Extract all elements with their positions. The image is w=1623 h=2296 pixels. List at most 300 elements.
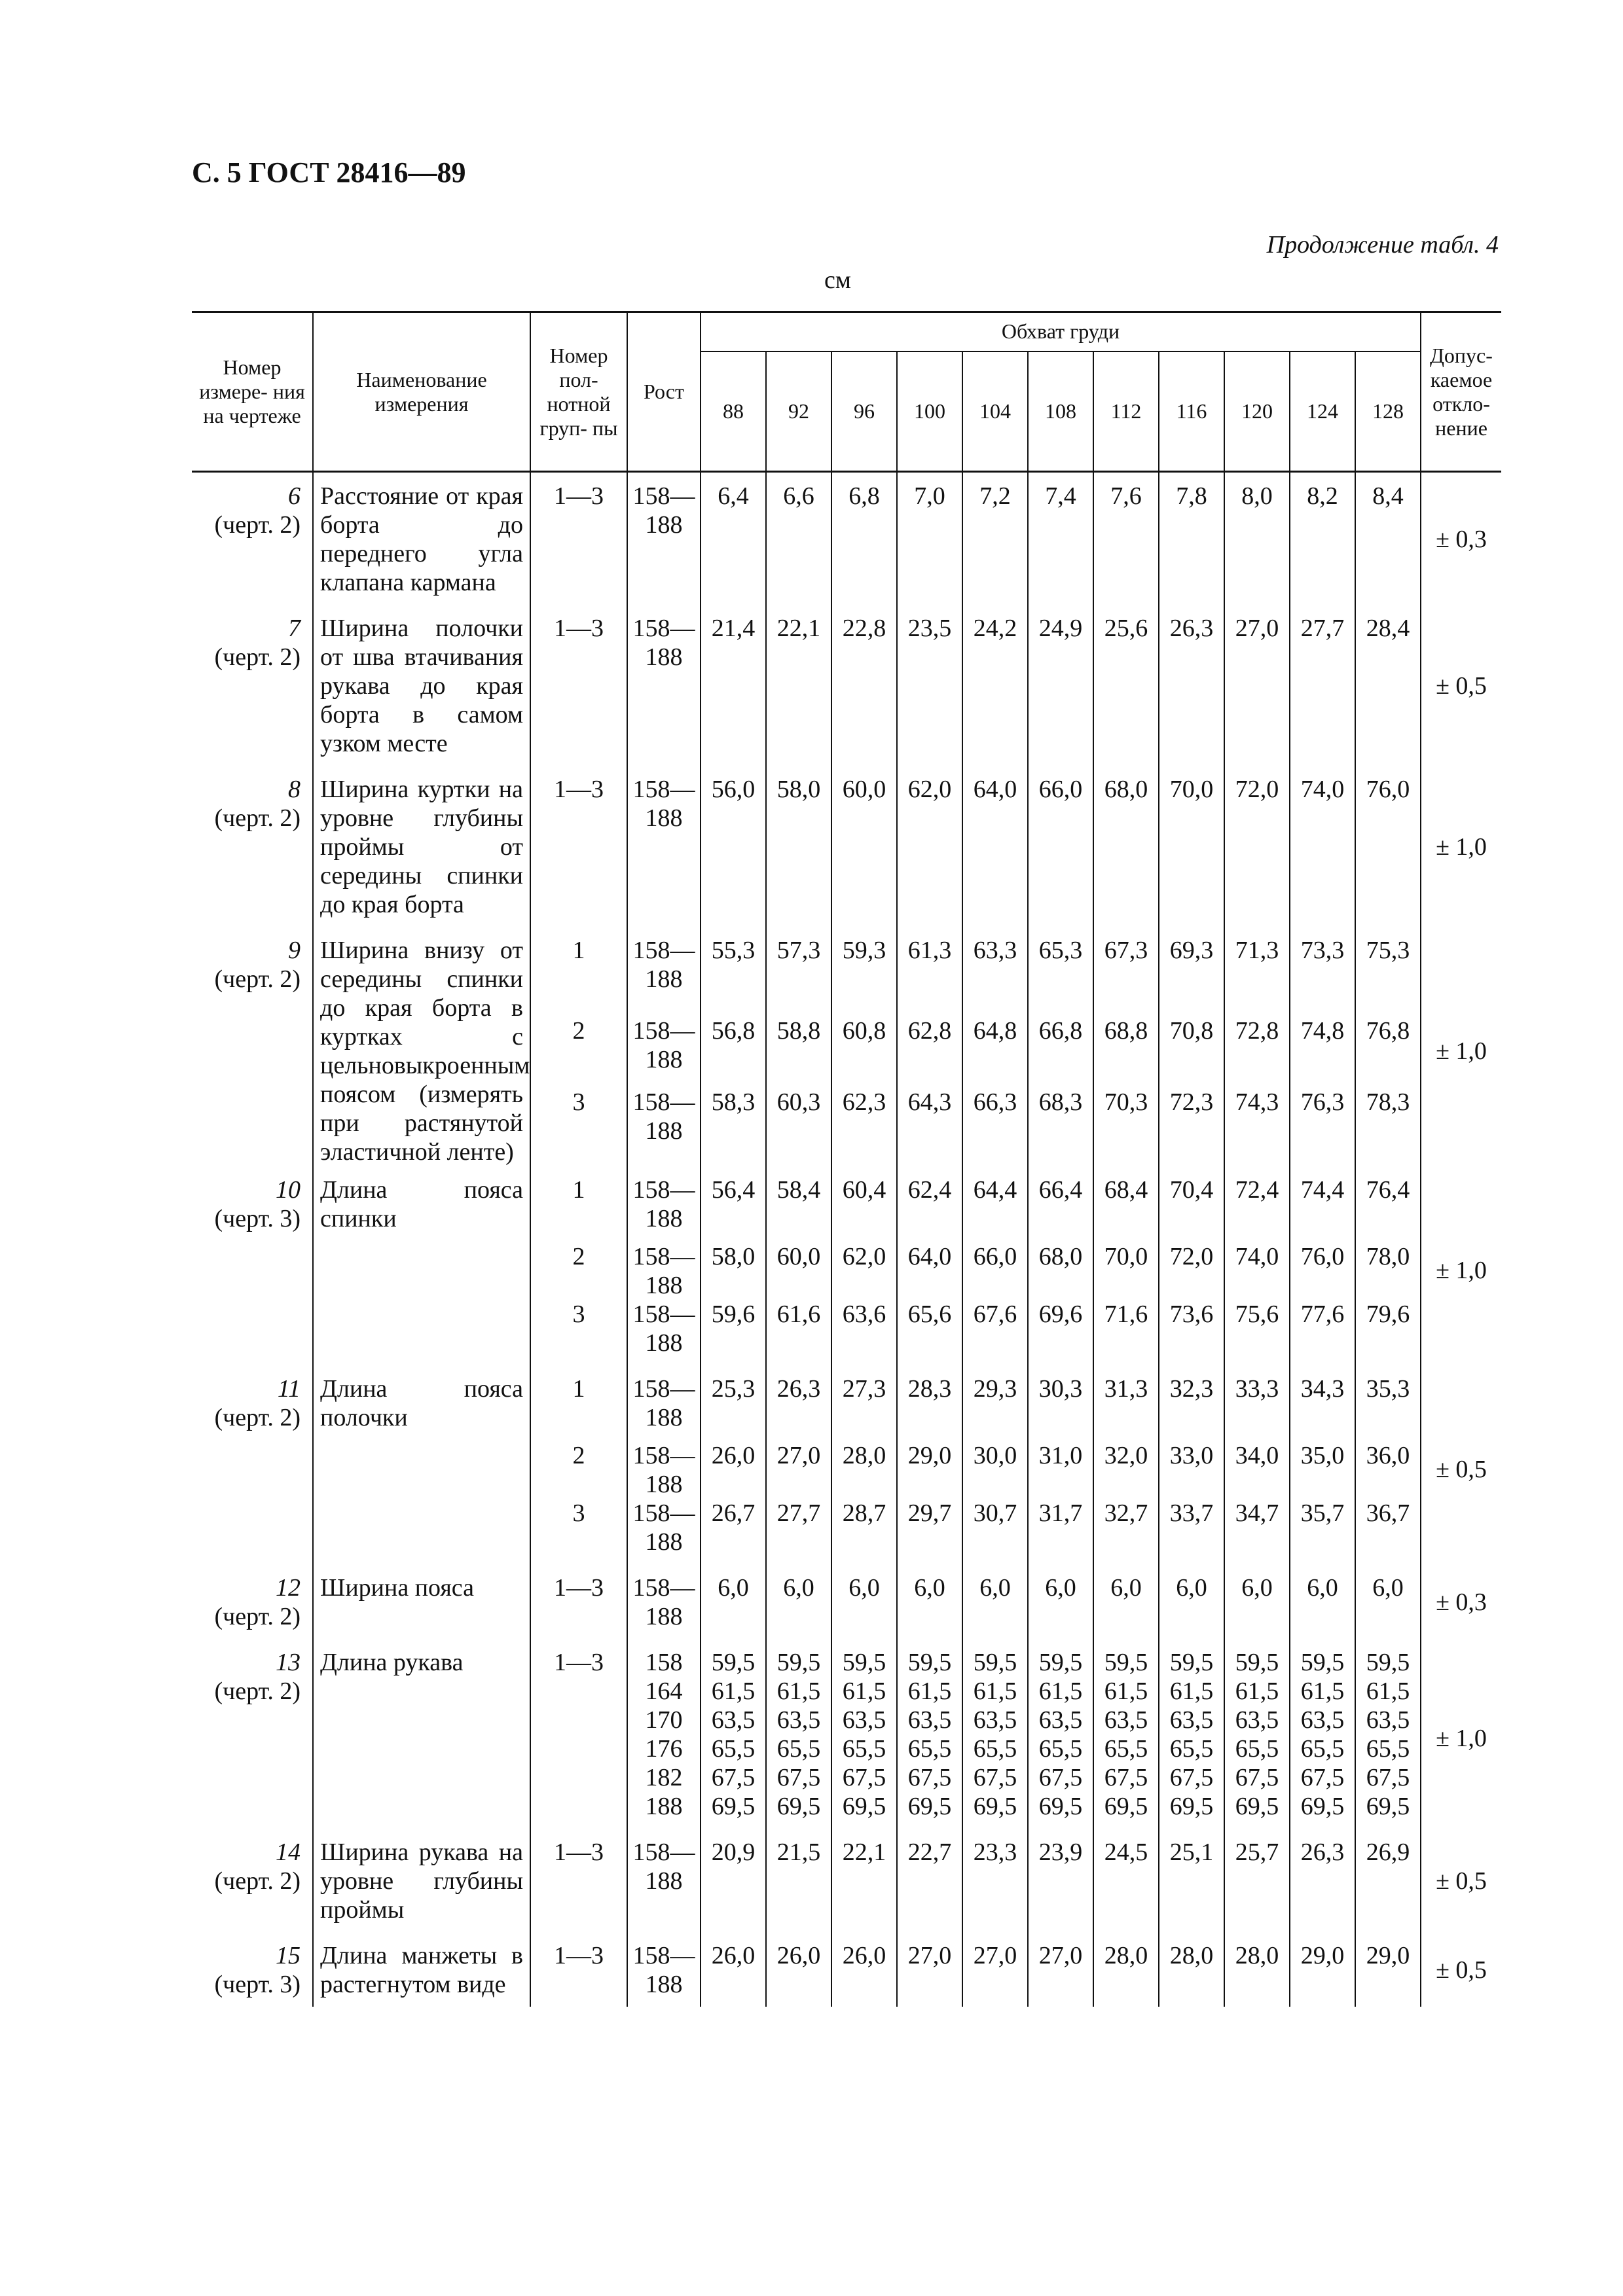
measurement-value: 6,0 xyxy=(1224,1564,1290,1639)
measurement-value: 61,5 xyxy=(831,1677,897,1706)
fullness-group: 1—3 xyxy=(530,472,627,605)
fullness-group: 1 xyxy=(530,1166,627,1233)
header-bust-size: 88 xyxy=(701,351,766,472)
fullness-group: 3 xyxy=(530,1499,627,1564)
tolerance: ± 0,5 xyxy=(1421,1829,1501,1932)
measurement-value: 75,3 xyxy=(1355,927,1421,1007)
measurement-value: 65,5 xyxy=(1355,1734,1421,1763)
fullness-group: 2 xyxy=(530,1233,627,1300)
fullness-group: 1—3 xyxy=(530,766,627,927)
measurement-value: 76,3 xyxy=(1290,1088,1355,1166)
measurement-value: 25,7 xyxy=(1224,1829,1290,1932)
fullness-group xyxy=(530,1763,627,1792)
table-row xyxy=(192,1829,1501,1932)
fullness-group xyxy=(530,1792,627,1829)
measurement-value: 35,7 xyxy=(1290,1499,1355,1564)
measurement-value: 63,5 xyxy=(1028,1706,1093,1734)
measurement-value: 63,5 xyxy=(1224,1706,1290,1734)
measurement-value: 59,5 xyxy=(831,1639,897,1677)
measurement-value: 67,5 xyxy=(701,1763,766,1792)
measurement-value: 64,0 xyxy=(962,766,1028,927)
measurement-value: 34,7 xyxy=(1224,1499,1290,1564)
tolerance: ± 0,3 xyxy=(1421,1564,1501,1639)
measurement-value: 26,3 xyxy=(1159,605,1224,766)
measurement-value: 71,6 xyxy=(1093,1300,1159,1365)
fullness-group xyxy=(530,1677,627,1706)
tolerance: ± 0,5 xyxy=(1421,605,1501,766)
measurement-value: 69,5 xyxy=(1028,1792,1093,1829)
measurements-table xyxy=(192,311,1501,2007)
measurement-value: 59,5 xyxy=(701,1639,766,1677)
tolerance: ± 0,5 xyxy=(1421,1365,1501,1564)
measurement-value: 69,3 xyxy=(1159,927,1224,1007)
fullness-group: 1—3 xyxy=(530,1564,627,1639)
measurement-value: 56,4 xyxy=(701,1166,766,1233)
measurement-value: 69,5 xyxy=(1224,1792,1290,1829)
measurement-number: 9 xyxy=(288,937,301,964)
measurement-value: 20,9 xyxy=(701,1829,766,1932)
measurement-value: 62,0 xyxy=(831,1233,897,1300)
measurement-value: 62,4 xyxy=(897,1166,962,1233)
measurement-value: 69,5 xyxy=(962,1792,1028,1829)
fullness-group: 3 xyxy=(530,1088,627,1166)
height-range: 158— 188 xyxy=(627,766,701,927)
measurement-number: 13 xyxy=(276,1649,301,1676)
table-row xyxy=(192,1932,1501,2007)
measurement-value: 66,8 xyxy=(1028,1007,1093,1088)
measurement-value: 22,8 xyxy=(831,605,897,766)
measurement-value: 65,5 xyxy=(962,1734,1028,1763)
measurement-value: 60,8 xyxy=(831,1007,897,1088)
measurement-value: 65,5 xyxy=(1159,1734,1224,1763)
measurement-value: 68,8 xyxy=(1093,1007,1159,1088)
measurement-value: 74,0 xyxy=(1224,1233,1290,1300)
measurement-value: 67,5 xyxy=(1093,1763,1159,1792)
measurement-number: 14 xyxy=(276,1839,301,1866)
measurement-value: 78,3 xyxy=(1355,1088,1421,1166)
measurement-value: 6,0 xyxy=(1159,1564,1224,1639)
height-range: 176 xyxy=(627,1734,701,1763)
measurement-value: 60,0 xyxy=(831,766,897,927)
table-row xyxy=(192,472,1501,605)
measurement-number: 11 xyxy=(277,1375,301,1403)
measurement-value: 69,5 xyxy=(1159,1792,1224,1829)
measurement-value: 72,8 xyxy=(1224,1007,1290,1088)
measurement-value: 61,3 xyxy=(897,927,962,1007)
measurement-value: 27,7 xyxy=(1290,605,1355,766)
table-row xyxy=(192,605,1501,766)
measurement-value: 22,7 xyxy=(897,1829,962,1932)
measurement-value: 67,5 xyxy=(897,1763,962,1792)
table-continuation-label: Продолжение табл. 4 xyxy=(1266,231,1499,259)
drawing-reference: (черт. 2) xyxy=(214,643,301,671)
measurement-value: 72,4 xyxy=(1224,1166,1290,1233)
measurement-value: 24,5 xyxy=(1093,1829,1159,1932)
measurement-value: 36,0 xyxy=(1355,1432,1421,1499)
measurement-value: 60,4 xyxy=(831,1166,897,1233)
header-bust-girth: Обхват груди xyxy=(701,312,1421,351)
unit-label: см xyxy=(824,266,851,294)
measurement-value: 66,0 xyxy=(1028,766,1093,927)
fullness-group xyxy=(530,1734,627,1763)
measurement-value: 24,2 xyxy=(962,605,1028,766)
measurement-value: 7,6 xyxy=(1093,472,1159,605)
measurement-value: 29,0 xyxy=(1290,1932,1355,2007)
header-measurement-number: Номер измере- ния на чертеже xyxy=(192,312,313,472)
measurement-value: 26,3 xyxy=(766,1365,831,1432)
tolerance: ± 0,3 xyxy=(1421,472,1501,605)
height-range: 158— 188 xyxy=(627,1300,701,1365)
measurement-value: 26,0 xyxy=(701,1932,766,2007)
measurement-value: 75,6 xyxy=(1224,1300,1290,1365)
measurement-name: Длина манжеты в растегнутом виде xyxy=(313,1932,530,2007)
measurement-value: 71,3 xyxy=(1224,927,1290,1007)
measurement-number-cell xyxy=(192,472,313,605)
measurement-number-cell xyxy=(192,1639,313,1829)
measurement-value: 69,5 xyxy=(831,1792,897,1829)
measurement-value: 8,4 xyxy=(1355,472,1421,605)
measurement-number-cell xyxy=(192,1564,313,1639)
measurement-value: 28,0 xyxy=(831,1432,897,1499)
measurement-value: 61,5 xyxy=(1290,1677,1355,1706)
fullness-group xyxy=(530,1706,627,1734)
header-fullness-group: Номер пол- нотной груп- пы xyxy=(530,312,627,472)
measurement-value: 27,0 xyxy=(897,1932,962,2007)
measurement-value: 57,3 xyxy=(766,927,831,1007)
measurement-value: 65,5 xyxy=(1224,1734,1290,1763)
measurement-value: 21,5 xyxy=(766,1829,831,1932)
height-range: 158— 188 xyxy=(627,1499,701,1564)
measurement-value: 29,0 xyxy=(1355,1932,1421,2007)
measurement-value: 59,5 xyxy=(1290,1639,1355,1677)
measurement-name: Длина пояса полочки xyxy=(313,1365,530,1564)
height-range: 158— 188 xyxy=(627,1365,701,1432)
measurement-value: 65,5 xyxy=(766,1734,831,1763)
fullness-group: 2 xyxy=(530,1007,627,1088)
measurement-value: 60,0 xyxy=(766,1233,831,1300)
measurement-value: 27,0 xyxy=(1028,1932,1093,2007)
measurement-value: 69,6 xyxy=(1028,1300,1093,1365)
measurement-value: 66,4 xyxy=(1028,1166,1093,1233)
measurement-value: 33,3 xyxy=(1224,1365,1290,1432)
measurement-value: 61,5 xyxy=(897,1677,962,1706)
measurement-number-cell xyxy=(192,1166,313,1365)
measurement-number-cell xyxy=(192,766,313,927)
measurement-value: 23,3 xyxy=(962,1829,1028,1932)
measurement-value: 65,3 xyxy=(1028,927,1093,1007)
table-row xyxy=(192,1564,1501,1639)
height-range: 158— 188 xyxy=(627,605,701,766)
measurement-value: 76,8 xyxy=(1355,1007,1421,1088)
measurement-value: 64,0 xyxy=(897,1233,962,1300)
measurement-value: 67,5 xyxy=(1290,1763,1355,1792)
measurement-value: 26,9 xyxy=(1355,1829,1421,1932)
measurement-value: 61,5 xyxy=(1224,1677,1290,1706)
height-range: 158— 188 xyxy=(627,927,701,1007)
measurement-value: 67,6 xyxy=(962,1300,1028,1365)
measurement-value: 8,0 xyxy=(1224,472,1290,605)
measurement-value: 61,5 xyxy=(1159,1677,1224,1706)
drawing-reference: (черт. 2) xyxy=(214,1404,301,1431)
measurement-value: 63,5 xyxy=(766,1706,831,1734)
measurement-value: 6,6 xyxy=(766,472,831,605)
measurement-value: 63,5 xyxy=(897,1706,962,1734)
height-range: 182 xyxy=(627,1763,701,1792)
measurement-value: 6,0 xyxy=(897,1564,962,1639)
measurement-value: 68,0 xyxy=(1093,766,1159,927)
drawing-reference: (черт. 2) xyxy=(214,511,301,539)
measurement-value: 58,3 xyxy=(701,1088,766,1166)
measurement-value: 26,3 xyxy=(1290,1829,1355,1932)
height-range: 158— 188 xyxy=(627,472,701,605)
measurement-value: 33,0 xyxy=(1159,1432,1224,1499)
measurement-value: 65,5 xyxy=(1290,1734,1355,1763)
drawing-reference: (черт. 3) xyxy=(214,1971,301,1998)
measurement-value: 76,4 xyxy=(1355,1166,1421,1233)
fullness-group: 2 xyxy=(530,1432,627,1499)
header-bust-size: 108 xyxy=(1028,351,1093,472)
measurement-value: 59,5 xyxy=(1355,1639,1421,1677)
fullness-group: 1 xyxy=(530,927,627,1007)
measurement-value: 63,5 xyxy=(701,1706,766,1734)
measurement-value: 63,5 xyxy=(1355,1706,1421,1734)
measurement-value: 69,5 xyxy=(1093,1792,1159,1829)
fullness-group: 1—3 xyxy=(530,1639,627,1677)
measurement-value: 24,9 xyxy=(1028,605,1093,766)
measurement-value: 70,3 xyxy=(1093,1088,1159,1166)
measurement-value: 69,5 xyxy=(766,1792,831,1829)
measurement-value: 68,3 xyxy=(1028,1088,1093,1166)
height-range: 158— 188 xyxy=(627,1088,701,1166)
measurement-value: 7,0 xyxy=(897,472,962,605)
measurement-value: 27,0 xyxy=(766,1432,831,1499)
measurement-value: 33,7 xyxy=(1159,1499,1224,1564)
header-bust-size: 92 xyxy=(766,351,831,472)
measurement-value: 31,7 xyxy=(1028,1499,1093,1564)
measurement-value: 59,5 xyxy=(1159,1639,1224,1677)
measurement-value: 79,6 xyxy=(1355,1300,1421,1365)
measurement-value: 72,3 xyxy=(1159,1088,1224,1166)
measurement-value: 64,3 xyxy=(897,1088,962,1166)
measurement-value: 67,5 xyxy=(1028,1763,1093,1792)
measurement-value: 59,3 xyxy=(831,927,897,1007)
measurement-value: 61,5 xyxy=(1355,1677,1421,1706)
table-row xyxy=(192,1166,1501,1233)
drawing-reference: (черт. 2) xyxy=(214,804,301,832)
drawing-reference: (черт. 3) xyxy=(214,1205,301,1232)
height-range: 158 xyxy=(627,1639,701,1677)
measurement-value: 67,5 xyxy=(1355,1763,1421,1792)
tolerance: ± 1,0 xyxy=(1421,766,1501,927)
measurement-number-cell xyxy=(192,1932,313,2007)
measurement-value: 65,5 xyxy=(1028,1734,1093,1763)
measurement-number: 8 xyxy=(288,776,301,803)
measurement-value: 58,0 xyxy=(766,766,831,927)
measurement-value: 65,5 xyxy=(831,1734,897,1763)
measurement-value: 74,4 xyxy=(1290,1166,1355,1233)
measurement-value: 35,0 xyxy=(1290,1432,1355,1499)
page-header: С. 5 ГОСТ 28416—89 xyxy=(192,156,466,188)
measurement-name: Ширина полочки от шва втачивания рукава до края борта в самом узком месте xyxy=(313,605,530,766)
measurement-value: 8,2 xyxy=(1290,472,1355,605)
measurement-value: 26,7 xyxy=(701,1499,766,1564)
measurement-value: 30,0 xyxy=(962,1432,1028,1499)
measurement-value: 28,0 xyxy=(1159,1932,1224,2007)
measurement-value: 6,0 xyxy=(701,1564,766,1639)
measurement-value: 6,0 xyxy=(1355,1564,1421,1639)
tolerance: ± 1,0 xyxy=(1421,927,1501,1166)
measurement-value: 72,0 xyxy=(1159,1233,1224,1300)
measurement-value: 63,5 xyxy=(1159,1706,1224,1734)
measurement-value: 61,5 xyxy=(766,1677,831,1706)
measurement-value: 67,5 xyxy=(1159,1763,1224,1792)
measurement-number-cell xyxy=(192,1365,313,1564)
measurement-value: 66,3 xyxy=(962,1088,1028,1166)
measurement-number: 7 xyxy=(288,615,301,642)
measurement-value: 65,5 xyxy=(897,1734,962,1763)
measurement-value: 59,5 xyxy=(766,1639,831,1677)
header-bust-size: 104 xyxy=(962,351,1028,472)
measurement-value: 74,8 xyxy=(1290,1007,1355,1088)
height-range: 158— 188 xyxy=(627,1166,701,1233)
fullness-group: 1—3 xyxy=(530,1829,627,1932)
measurement-value: 58,4 xyxy=(766,1166,831,1233)
measurement-value: 23,9 xyxy=(1028,1829,1093,1932)
table-row xyxy=(192,766,1501,927)
tolerance: ± 1,0 xyxy=(1421,1166,1501,1365)
measurement-value: 76,0 xyxy=(1290,1233,1355,1300)
measurement-value: 55,3 xyxy=(701,927,766,1007)
measurement-number-cell xyxy=(192,1829,313,1932)
measurement-value: 25,6 xyxy=(1093,605,1159,766)
table-row xyxy=(192,1365,1501,1432)
measurement-value: 26,0 xyxy=(766,1932,831,2007)
measurement-value: 29,7 xyxy=(897,1499,962,1564)
measurement-value: 59,5 xyxy=(897,1639,962,1677)
measurement-value: 35,3 xyxy=(1355,1365,1421,1432)
measurement-value: 62,0 xyxy=(897,766,962,927)
header-bust-size: 96 xyxy=(831,351,897,472)
measurement-value: 56,0 xyxy=(701,766,766,927)
height-range: 158— 188 xyxy=(627,1233,701,1300)
measurement-value: 68,0 xyxy=(1028,1233,1093,1300)
measurement-value: 28,4 xyxy=(1355,605,1421,766)
measurement-number: 6 xyxy=(288,482,301,510)
measurement-value: 73,6 xyxy=(1159,1300,1224,1365)
measurement-value: 22,1 xyxy=(766,605,831,766)
fullness-group: 1—3 xyxy=(530,605,627,766)
drawing-reference: (черт. 2) xyxy=(214,1603,301,1630)
measurement-value: 32,7 xyxy=(1093,1499,1159,1564)
measurement-value: 6,0 xyxy=(1093,1564,1159,1639)
measurement-value: 59,6 xyxy=(701,1300,766,1365)
measurement-value: 6,0 xyxy=(1290,1564,1355,1639)
measurement-name: Длина рукава xyxy=(313,1639,530,1829)
measurement-value: 36,7 xyxy=(1355,1499,1421,1564)
height-range: 158— 188 xyxy=(627,1829,701,1932)
measurement-value: 74,0 xyxy=(1290,766,1355,927)
measurement-value: 61,5 xyxy=(1028,1677,1093,1706)
measurement-value: 67,5 xyxy=(1224,1763,1290,1792)
measurement-value: 31,0 xyxy=(1028,1432,1093,1499)
measurement-value: 28,7 xyxy=(831,1499,897,1564)
header-bust-size: 100 xyxy=(897,351,962,472)
measurement-value: 34,3 xyxy=(1290,1365,1355,1432)
measurement-value: 27,7 xyxy=(766,1499,831,1564)
measurement-value: 67,5 xyxy=(831,1763,897,1792)
height-range: 158— 188 xyxy=(627,1007,701,1088)
measurement-value: 32,0 xyxy=(1093,1432,1159,1499)
table-row xyxy=(192,927,1501,1007)
measurement-value: 69,5 xyxy=(897,1792,962,1829)
measurement-value: 61,5 xyxy=(701,1677,766,1706)
table-row xyxy=(192,1639,1501,1677)
measurement-value: 62,8 xyxy=(897,1007,962,1088)
header-bust-size: 124 xyxy=(1290,351,1355,472)
measurement-value: 63,3 xyxy=(962,927,1028,1007)
measurement-value: 67,3 xyxy=(1093,927,1159,1007)
measurement-value: 23,5 xyxy=(897,605,962,766)
height-range: 158— 188 xyxy=(627,1932,701,2007)
measurement-value: 77,6 xyxy=(1290,1300,1355,1365)
measurement-value: 61,5 xyxy=(1093,1677,1159,1706)
header-bust-size: 128 xyxy=(1355,351,1421,472)
measurement-value: 21,4 xyxy=(701,605,766,766)
measurement-value: 26,0 xyxy=(701,1432,766,1499)
measurement-value: 22,1 xyxy=(831,1829,897,1932)
measurement-value: 7,8 xyxy=(1159,472,1224,605)
measurement-value: 27,0 xyxy=(1224,605,1290,766)
measurement-value: 70,8 xyxy=(1159,1007,1224,1088)
measurement-value: 28,0 xyxy=(1224,1932,1290,2007)
measurement-value: 59,5 xyxy=(962,1639,1028,1677)
measurement-value: 6,0 xyxy=(766,1564,831,1639)
height-range: 158— 188 xyxy=(627,1432,701,1499)
measurement-value: 69,5 xyxy=(1355,1792,1421,1829)
measurement-name: Длина пояса спинки xyxy=(313,1166,530,1365)
measurement-value: 25,1 xyxy=(1159,1829,1224,1932)
measurement-value: 6,4 xyxy=(701,472,766,605)
measurement-value: 64,4 xyxy=(962,1166,1028,1233)
tolerance: ± 0,5 xyxy=(1421,1932,1501,2007)
drawing-reference: (черт. 2) xyxy=(214,1867,301,1895)
measurement-value: 27,0 xyxy=(962,1932,1028,2007)
measurement-value: 30,3 xyxy=(1028,1365,1093,1432)
measurement-name: Ширина рукава на уровне глубины проймы xyxy=(313,1829,530,1932)
measurement-value: 31,3 xyxy=(1093,1365,1159,1432)
measurement-value: 6,8 xyxy=(831,472,897,605)
measurement-value: 69,5 xyxy=(1290,1792,1355,1829)
height-range: 158— 188 xyxy=(627,1564,701,1639)
measurement-number: 15 xyxy=(276,1942,301,1969)
measurement-value: 76,0 xyxy=(1355,766,1421,927)
measurement-value: 58,8 xyxy=(766,1007,831,1088)
measurement-value: 68,4 xyxy=(1093,1166,1159,1233)
measurement-name: Расстояние от края борта до переднего угла клапана кармана xyxy=(313,472,530,605)
measurement-value: 74,3 xyxy=(1224,1088,1290,1166)
header-measurement-name: Наименование измерения xyxy=(313,312,530,472)
measurement-value: 28,3 xyxy=(897,1365,962,1432)
measurement-value: 66,0 xyxy=(962,1233,1028,1300)
drawing-reference: (черт. 2) xyxy=(214,1677,301,1705)
measurement-value: 7,4 xyxy=(1028,472,1093,605)
measurement-value: 62,3 xyxy=(831,1088,897,1166)
measurement-value: 61,5 xyxy=(962,1677,1028,1706)
fullness-group: 1—3 xyxy=(530,1932,627,2007)
measurement-value: 70,0 xyxy=(1093,1233,1159,1300)
header-bust-size: 120 xyxy=(1224,351,1290,472)
measurement-value: 63,5 xyxy=(1290,1706,1355,1734)
